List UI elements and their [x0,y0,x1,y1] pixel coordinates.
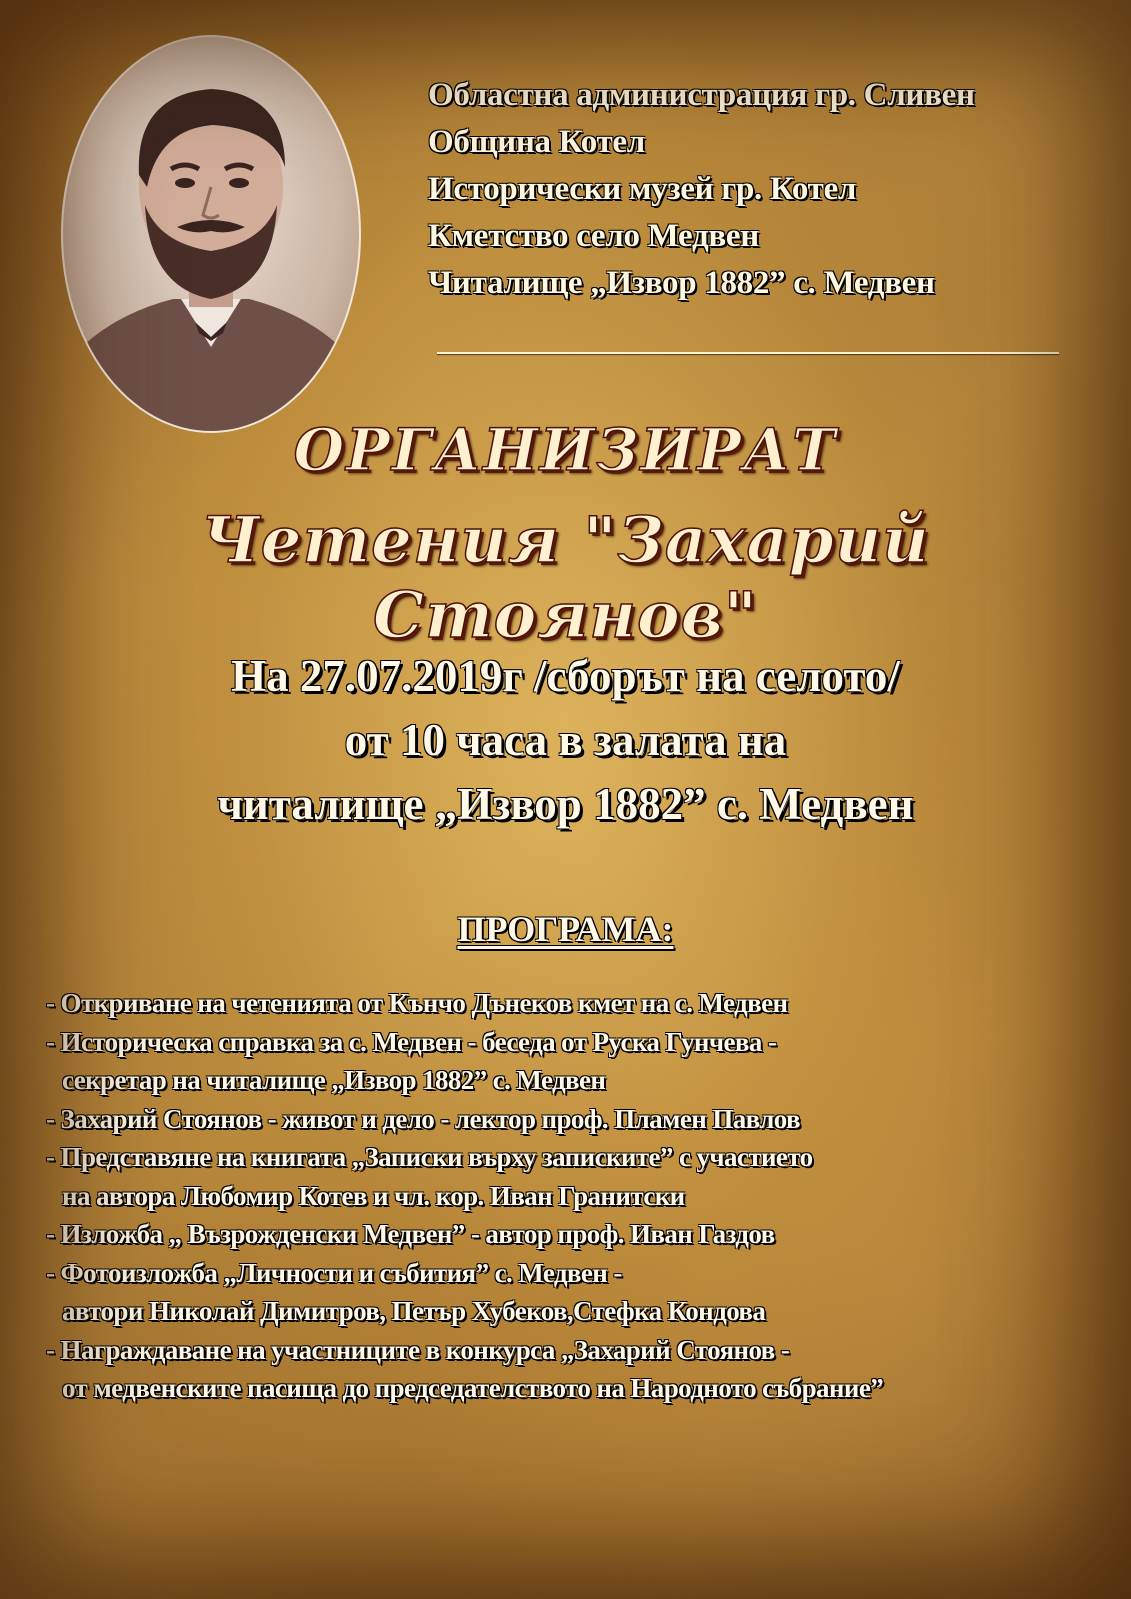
organizer-line: Читалище „Извор 1882” с. Медвен [428,265,935,301]
program-item: - Изложба „ Възрожденски Медвен” - автор проф. Иван Газдов [46,1219,775,1249]
program-list [46,984,1116,1408]
program-item: - Захарий Стоянов - живот и дело - лектор проф. Пламен Павлов [46,1103,801,1134]
headline-organize: ОРГАНИЗИРАТ [293,416,838,484]
portrait-figure-icon [63,37,359,431]
organizers-list [428,72,1108,307]
event-date-line: На 27.07.2019г /сборът на селото/ [231,651,900,701]
divider [437,352,1059,354]
program-item: - Откриване на четенията от Кънчо Дънеков кмет на с. Медвен [46,988,788,1018]
organizer-line: Областна администрация гр. Сливен [428,77,975,113]
portrait-photo [61,35,361,433]
program-item-continuation: автори Николай Димитров, Петър Хубеков,Стефка Кондова [62,1296,766,1326]
organizer-line: Кметство село Медвен [428,218,759,254]
program-item: - Представяне на книгата „Записки върху записките” с участието [46,1142,813,1172]
organizer-line: Исторически музей гр. Котел [428,171,857,207]
program-item-continuation: от медвенските пасища до председателството на Народното събрание” [62,1373,884,1403]
program-item: - Историческа справка за с. Медвен - беседа от Руска Гунчева - [46,1026,777,1057]
program-item-continuation: на автора Любомир Котев и чл. кор. Иван Гранитски [62,1180,685,1211]
program-item: - Награждаване на участниците в конкурса „Захарий Стоянов - [46,1334,790,1365]
event-details [0,644,1131,836]
program-item: - Фотоизложба „Личности и събития” с. Медвен - [46,1257,622,1288]
event-venue-line: читалище „Извор 1882” с. Медвен [217,779,914,829]
program-item-continuation: секретар на читалище „Извор 1882” с. Медвен [62,1065,606,1095]
headline-event-title: Четения "Захарий Стоянов" [201,503,930,653]
organizer-line: Община Котел [428,124,645,160]
program-title: ПРОГРАМА: [457,909,674,949]
event-time-line: от 10 часа в залата на [344,715,787,765]
